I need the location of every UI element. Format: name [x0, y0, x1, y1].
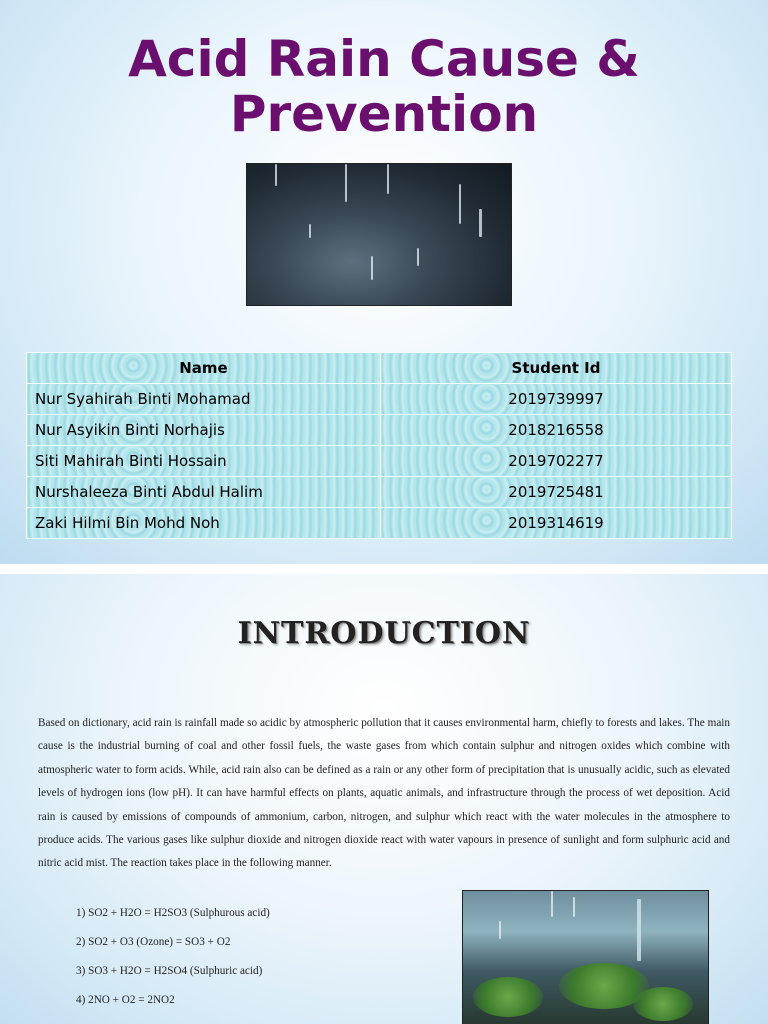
rain-on-leaves-photo — [462, 890, 709, 1024]
introduction-paragraph: Based on dictionary, acid rain is rainfall made so acidic by atmospheric pollution that it causes environmental harm, chiefly to forests and lakes. The main cause is the industrial burning of coal and other fossil fuels, the waste gases from which contain sulphur and nitrogen oxides which combine with atmospheric water to form acids. While, acid rain also can be defined as a rain or any other form of precipitation that is unusually acidic, such as elevated levels of hydrogen ions (low pH). It can have harmful effects on plants, aquatic animals, and infrastructure through the process of wet deposition. Acid rain is caused by emissions of compounds of ammonium, carbon, nitrogen, and sulphur which react with the water molecules in the atmosphere to produce acids. The various gases like sulphur dioxide and nitrogen dioxide react with water vapours in presence of sunlight and form sulphuric acid and nitric acid mist. The reaction takes place in the following manner. — [38, 717, 730, 870]
student-id: 2019702277 — [381, 446, 732, 477]
student-name: Nur Syahirah Binti Mohamad — [27, 384, 381, 415]
slide-separator — [0, 564, 768, 574]
student-name: Siti Mahirah Binti Hossain — [27, 446, 381, 477]
table-row — [27, 384, 732, 415]
equation-1: 1) SO2 + H2O = H2SO3 (Sulphurous acid) — [76, 907, 270, 919]
equation-2: 2) SO2 + O3 (Ozone) = SO3 + O2 — [76, 936, 231, 948]
table-row — [27, 415, 732, 446]
student-id: 2019725481 — [381, 477, 732, 508]
slide-title-line1: Acid Rain Cause & — [128, 30, 640, 88]
student-id: 2019314619 — [381, 508, 732, 539]
introduction-slide — [0, 574, 768, 1024]
student-name: Zaki Hilmi Bin Mohd Noh — [27, 508, 381, 539]
student-id: 2018216558 — [381, 415, 732, 446]
column-header-student-id: Student Id — [381, 353, 732, 384]
introduction-heading: INTRODUCTION — [237, 616, 531, 651]
slide-title — [0, 32, 768, 142]
equation-4: 4) 2NO + O2 = 2NO2 — [76, 994, 175, 1006]
slide-title-line2: Prevention — [229, 85, 539, 143]
table-row — [27, 477, 732, 508]
student-name: Nur Asyikin Binti Norhajis — [27, 415, 381, 446]
student-name: Nurshaleeza Binti Abdul Halim — [27, 477, 381, 508]
table-header-row — [27, 353, 732, 384]
student-id: 2019739997 — [381, 384, 732, 415]
equation-3: 3) SO3 + H2O = H2SO4 (Sulphuric acid) — [76, 965, 263, 977]
table-row — [27, 508, 732, 539]
table-row — [27, 446, 732, 477]
student-table — [26, 352, 732, 539]
column-header-name: Name — [27, 353, 381, 384]
rain-on-water-photo — [246, 163, 512, 306]
